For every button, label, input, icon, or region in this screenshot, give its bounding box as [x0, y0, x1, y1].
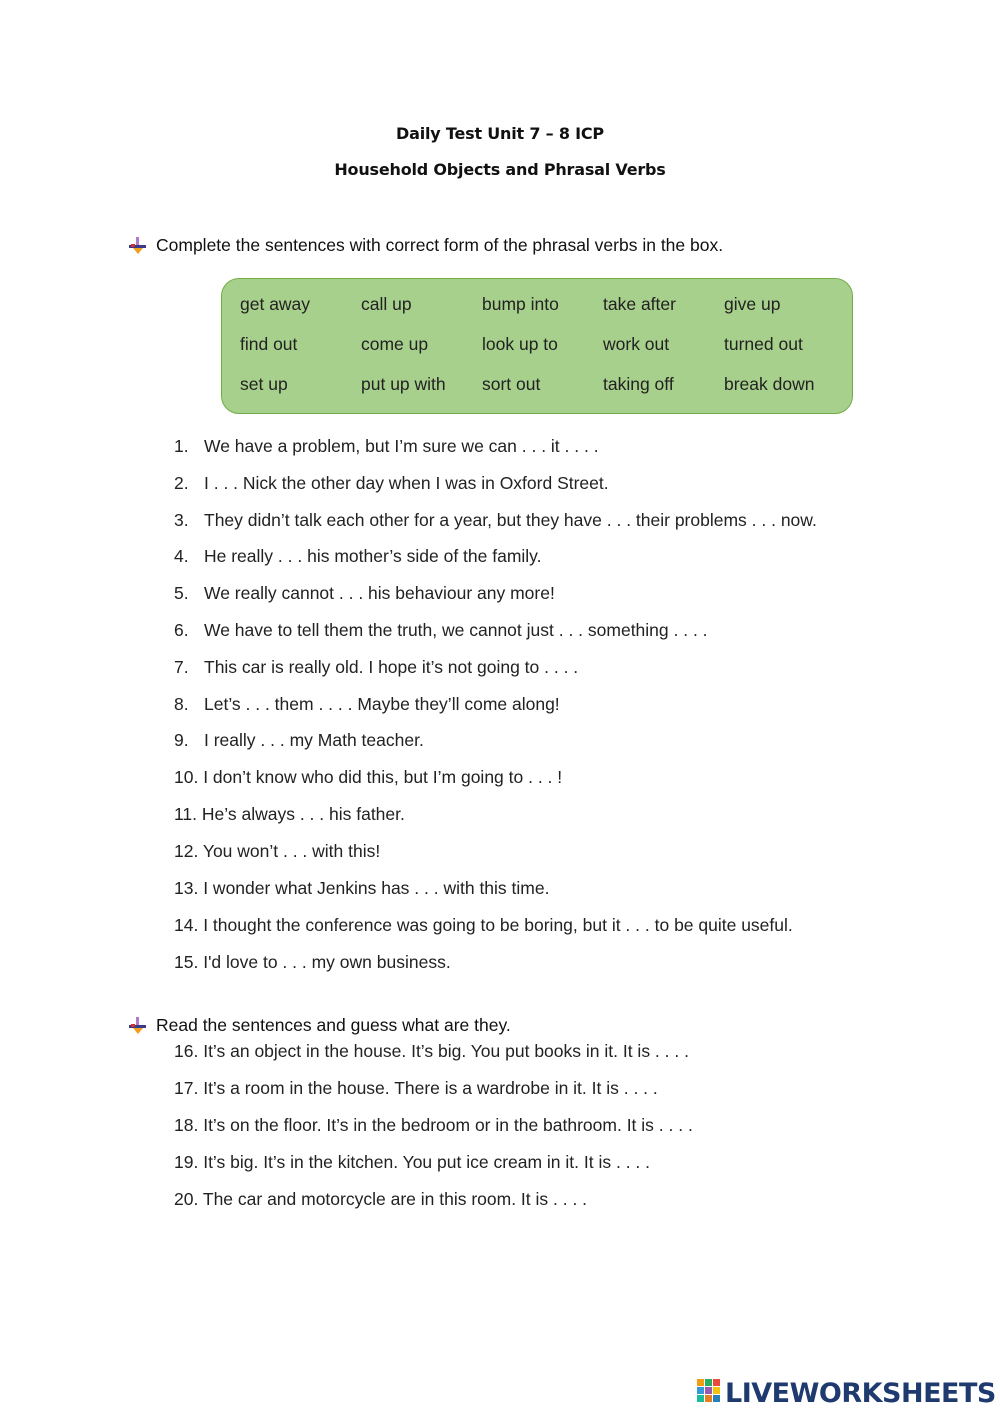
liveworksheets-logo-text: LIVEWORKSHEETS — [725, 1378, 996, 1409]
question-15 — [174, 952, 451, 973]
question-text: I'd love to . . . my own business. — [203, 952, 451, 972]
question-number: 3. — [174, 510, 189, 530]
question-text: I wonder what Jenkins has . . . with this time. — [203, 878, 550, 898]
question-7 — [174, 657, 578, 678]
question-number: 9. — [174, 730, 189, 750]
word-work-out: work out — [603, 334, 670, 354]
word-take-after: take after — [603, 294, 676, 314]
question-text: It’s a room in the house. There is a wardrobe in it. It is . . . . — [203, 1078, 658, 1098]
question-12 — [174, 841, 380, 862]
question-8 — [174, 694, 560, 715]
question-text: He’s always . . . his father. — [201, 804, 405, 824]
question-number: 19. — [174, 1152, 199, 1172]
question-2 — [174, 473, 609, 494]
question-number: 15. — [174, 952, 199, 972]
question-text: It’s an object in the house. It’s big. You put books in it. It is . . . . — [203, 1041, 689, 1061]
question-number: 7. — [174, 657, 189, 677]
section1-instruction — [128, 235, 723, 256]
question-14 — [174, 915, 793, 936]
question-number: 2. — [174, 473, 189, 493]
section1-instruction-text: Complete the sentences with correct form of the phrasal verbs in the box. — [156, 235, 724, 255]
question-text: This car is really old. I hope it’s not going to . . . . — [204, 657, 579, 677]
question-text: The car and motorcycle are in this room. It is . . . . — [202, 1189, 588, 1209]
word-call-up: call up — [361, 294, 412, 314]
arrow-bullet-icon — [128, 1016, 148, 1036]
question-number: 14. — [174, 915, 199, 935]
question-18 — [174, 1115, 693, 1136]
question-text: They didn’t talk each other for a year, but they have . . . their problems . . . now. — [204, 510, 817, 530]
section2-instruction-text: Read the sentences and guess what are they. — [156, 1015, 511, 1035]
word-look-up-to: look up to — [482, 334, 558, 354]
liveworksheets-logo-icon — [697, 1379, 721, 1408]
question-number: 10. — [174, 767, 199, 787]
word-find-out: find out — [240, 334, 298, 354]
question-number: 11. — [174, 804, 198, 824]
question-13 — [174, 878, 549, 899]
question-11 — [174, 804, 405, 825]
question-number: 16. — [174, 1041, 199, 1061]
liveworksheets-logo[interactable] — [697, 1378, 996, 1409]
question-16 — [174, 1041, 689, 1062]
question-1 — [174, 436, 599, 457]
word-get-away: get away — [240, 294, 311, 314]
question-number: 20. — [174, 1189, 199, 1209]
question-number: 13. — [174, 878, 199, 898]
question-text: We have a problem, but I’m sure we can . . . it . . . . — [204, 436, 599, 456]
question-text: He really . . . his mother’s side of the family. — [204, 546, 542, 566]
section2-instruction — [128, 1015, 511, 1036]
question-number: 18. — [174, 1115, 199, 1135]
question-text: We really cannot . . . his behaviour any more! — [204, 583, 555, 603]
page-title: Daily Test Unit 7 – 8 ICP — [396, 124, 604, 143]
question-number: 8. — [174, 694, 189, 714]
question-text: I really . . . my Math teacher. — [204, 730, 424, 750]
question-number: 5. — [174, 583, 189, 603]
question-text: I thought the conference was going to be boring, but it . . . to be quite useful. — [203, 915, 793, 935]
question-20 — [174, 1189, 587, 1210]
question-text: I don’t know who did this, but I’m going to . . . ! — [203, 767, 563, 787]
word-break-down: break down — [724, 374, 815, 394]
phrasal-verbs-box — [221, 278, 853, 414]
word-give-up: give up — [724, 294, 781, 314]
word-set-up: set up — [240, 374, 288, 394]
question-text: You won’t . . . with this! — [202, 841, 381, 861]
question-text: Let’s . . . them . . . . Maybe they’ll come along! — [204, 694, 560, 714]
question-3 — [174, 510, 817, 531]
word-turned-out: turned out — [724, 334, 803, 354]
question-number: 6. — [174, 620, 189, 640]
question-19 — [174, 1152, 650, 1173]
question-number: 17. — [174, 1078, 199, 1098]
question-text: It’s big. It’s in the kitchen. You put ice cream in it. It is . . . . — [203, 1152, 650, 1172]
question-4 — [174, 546, 542, 567]
question-5 — [174, 583, 555, 604]
question-number: 1. — [174, 436, 189, 456]
question-text: We have to tell them the truth, we cannot just . . . something . . . . — [204, 620, 708, 640]
word-bump-into: bump into — [482, 294, 559, 314]
word-put-up-with: put up with — [361, 374, 446, 394]
question-17 — [174, 1078, 658, 1099]
question-10 — [174, 767, 562, 788]
page-subtitle: Household Objects and Phrasal Verbs — [334, 160, 666, 179]
question-number: 12. — [174, 841, 199, 861]
arrow-bullet-icon — [128, 236, 148, 256]
question-text: It’s on the floor. It’s in the bedroom or in the bathroom. It is . . . . — [203, 1115, 693, 1135]
question-6 — [174, 620, 708, 641]
word-taking-off: taking off — [603, 374, 674, 394]
word-sort-out: sort out — [482, 374, 541, 394]
question-9 — [174, 730, 424, 751]
question-number: 4. — [174, 546, 189, 566]
question-text: I . . . Nick the other day when I was in Oxford Street. — [204, 473, 609, 493]
word-come-up: come up — [361, 334, 429, 354]
